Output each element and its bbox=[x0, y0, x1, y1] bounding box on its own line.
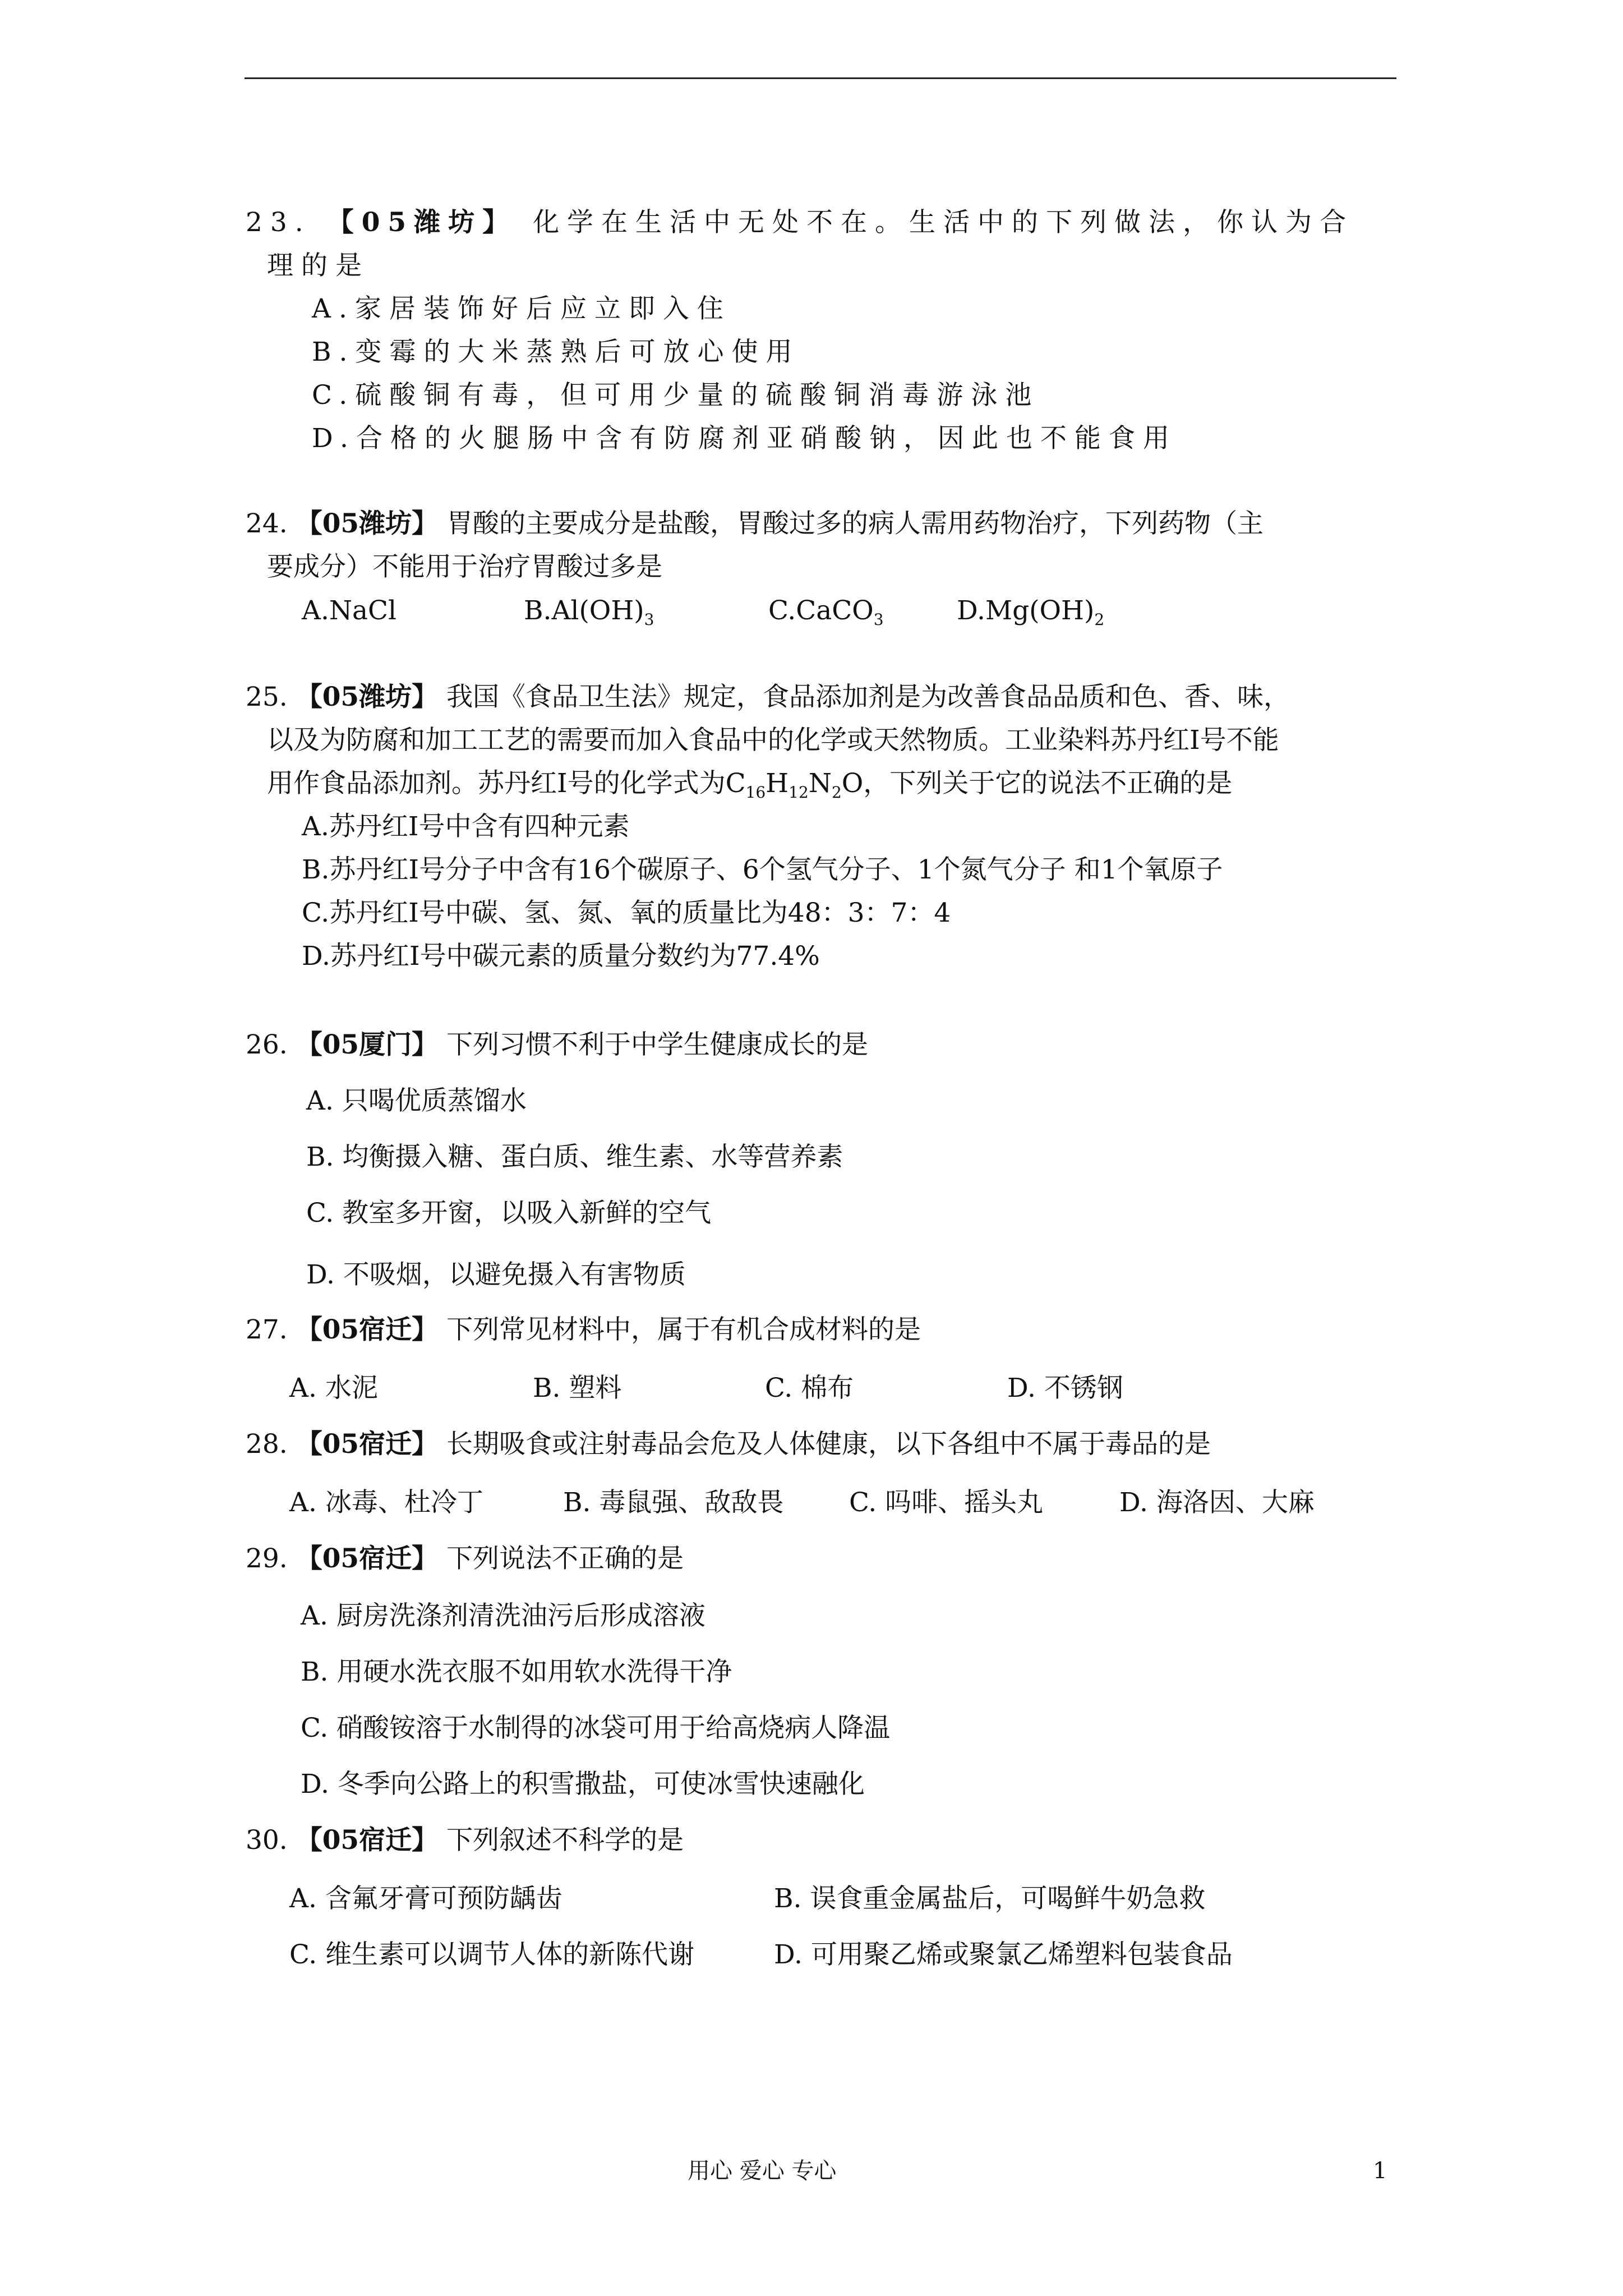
question-28-option-d: D. 海洛因、大麻 bbox=[1119, 1487, 1315, 1518]
formula-letter: N bbox=[808, 768, 832, 799]
question-stem: 化学在生活中无处不在。生活中的下列做法，你认为合 bbox=[533, 207, 1354, 238]
question-25-option-d: D.苏丹红Ⅰ号中碳元素的质量分数约为77.4% bbox=[302, 941, 820, 972]
question-stem: 我国《食品卫生法》规定，食品添加剂是为改善食品品质和色、香、味， bbox=[446, 682, 1290, 712]
subscript: 2 bbox=[1094, 610, 1105, 629]
question-stem: 下列说法不正确的是 bbox=[446, 1543, 684, 1574]
question-30-option-d: D. 可用聚乙烯或聚氯乙烯塑料包装食品 bbox=[774, 1939, 1233, 1970]
question-28-option-a: A. 冰毒、杜冷丁 bbox=[289, 1487, 483, 1518]
question-27-option-c: C. 棉布 bbox=[765, 1373, 854, 1404]
subscript: 3 bbox=[873, 610, 884, 629]
question-stem: 下列常见材料中，属于有机合成材料的是 bbox=[446, 1314, 921, 1345]
question-24-option-c bbox=[768, 589, 884, 632]
question-29-option-c: C. 硝酸铵溶于水制得的冰袋可用于给高烧病人降温 bbox=[301, 1713, 891, 1743]
question-stem: 长期吸食或注射毒品会危及人体健康，以下各组中不属于毒品的是 bbox=[446, 1429, 1211, 1460]
question-24-option-d bbox=[957, 589, 1104, 632]
question-23-option-b: B.变霉的大米蒸熟后可放心使用 bbox=[312, 337, 800, 367]
question-23-option-d: D.合格的火腿肠中含有防腐剂亚硝酸钠，因此也不能食用 bbox=[312, 423, 1177, 454]
question-24-option-a bbox=[302, 589, 396, 632]
question-source-tag: 【05潍坊】 bbox=[327, 207, 517, 238]
formula-letter: H bbox=[766, 768, 789, 799]
question-number: 25. bbox=[246, 682, 288, 712]
question-25-stem-line-2: 以及为防腐和加工工艺的需要而加入食品中的化学或天然物质。工业染料苏丹红Ⅰ号不能 bbox=[267, 725, 1279, 756]
question-25 bbox=[246, 675, 1395, 719]
option-text: D.Mg(OH) bbox=[957, 595, 1095, 626]
stem-text: 用作食品添加剂。苏丹红Ⅰ号的化学式为C bbox=[267, 768, 746, 799]
question-stem: 胃酸的主要成分是盐酸，胃酸过多的病人需用药物治疗，下列药物（主 bbox=[446, 508, 1264, 539]
question-24 bbox=[246, 502, 1395, 545]
question-number: 26. bbox=[246, 1029, 288, 1060]
question-25-option-a: A.苏丹红Ⅰ号中含有四种元素 bbox=[302, 811, 630, 842]
question-27 bbox=[246, 1308, 1395, 1351]
question-27-option-b: B. 塑料 bbox=[533, 1373, 622, 1404]
question-number: 28. bbox=[246, 1429, 288, 1460]
subscript: 2 bbox=[831, 783, 842, 802]
question-30-option-c: C. 维生素可以调节人体的新陈代谢 bbox=[289, 1939, 695, 1970]
question-source-tag: 【05宿迁】 bbox=[296, 1825, 439, 1856]
question-25-option-c: C.苏丹红Ⅰ号中碳、氢、氮、氧的质量比为48：3：7：4 bbox=[302, 898, 951, 928]
question-source-tag: 【05厦门】 bbox=[296, 1029, 439, 1060]
question-27-option-d: D. 不锈钢 bbox=[1007, 1373, 1123, 1404]
question-28-option-b: B. 毒鼠强、敌敌畏 bbox=[563, 1487, 784, 1518]
footer-motto: 用心 爱心 专心 bbox=[688, 2158, 837, 2184]
option-text: B.Al(OH) bbox=[524, 595, 644, 626]
question-26 bbox=[246, 1023, 1395, 1066]
question-28 bbox=[246, 1423, 1395, 1466]
option-text: C.CaCO bbox=[768, 595, 874, 626]
question-28-option-c: C. 吗啡、摇头丸 bbox=[849, 1487, 1044, 1518]
question-25-stem-line-3 bbox=[267, 762, 1232, 805]
question-number: 24. bbox=[246, 508, 288, 539]
question-number: 23. bbox=[246, 207, 311, 238]
question-27-option-a: A. 水泥 bbox=[289, 1373, 378, 1404]
question-29-option-a: A. 厨房洗涤剂清洗油污后形成溶液 bbox=[301, 1600, 706, 1631]
question-number: 27. bbox=[246, 1314, 288, 1345]
question-29 bbox=[246, 1537, 1395, 1580]
question-26-option-b: B. 均衡摄入糖、蛋白质、维生素、水等营养素 bbox=[306, 1142, 843, 1172]
header-rule bbox=[245, 77, 1396, 79]
stem-text: O，下列关于它的说法不正确的是 bbox=[841, 768, 1233, 799]
question-23-stem-continued: 理的是 bbox=[267, 250, 370, 281]
option-text: A.NaCl bbox=[302, 595, 397, 626]
question-24-option-b bbox=[524, 589, 654, 632]
question-number: 29. bbox=[246, 1543, 288, 1574]
question-stem: 下列习惯不利于中学生健康成长的是 bbox=[446, 1029, 869, 1060]
question-30-option-a: A. 含氟牙膏可预防龋齿 bbox=[289, 1883, 562, 1914]
subscript: 16 bbox=[745, 783, 766, 802]
question-29-option-b: B. 用硬水洗衣服不如用软水洗得干净 bbox=[301, 1657, 732, 1687]
subscript: 3 bbox=[644, 610, 654, 629]
page-number: 1 bbox=[1373, 2158, 1387, 2184]
question-26-option-a: A. 只喝优质蒸馏水 bbox=[306, 1085, 527, 1116]
question-30 bbox=[246, 1819, 1395, 1862]
question-24-stem-continued: 要成分）不能用于治疗胃酸过多是 bbox=[267, 551, 662, 582]
question-23-option-a: A.家居装饰好后应立即入住 bbox=[312, 293, 731, 324]
question-23-option-c: C.硫酸铜有毒，但可用少量的硫酸铜消毒游泳池 bbox=[312, 380, 1040, 411]
question-source-tag: 【05宿迁】 bbox=[296, 1314, 439, 1345]
question-source-tag: 【05潍坊】 bbox=[296, 682, 439, 712]
question-source-tag: 【05潍坊】 bbox=[296, 508, 439, 539]
question-source-tag: 【05宿迁】 bbox=[296, 1543, 439, 1574]
question-26-option-d: D. 不吸烟，以避免摄入有害物质 bbox=[306, 1259, 686, 1290]
question-number: 30. bbox=[246, 1825, 288, 1856]
question-30-option-b: B. 误食重金属盐后，可喝鲜牛奶急救 bbox=[774, 1883, 1206, 1914]
question-23 bbox=[246, 201, 1395, 244]
question-source-tag: 【05宿迁】 bbox=[296, 1429, 439, 1460]
question-stem: 下列叙述不科学的是 bbox=[446, 1825, 684, 1856]
question-25-option-b: B.苏丹红Ⅰ号分子中含有16个碳原子、6个氢气分子、1个氮气分子 和1个氧原子 bbox=[302, 854, 1223, 885]
question-29-option-d: D. 冬季向公路上的积雪撒盐，可使冰雪快速融化 bbox=[301, 1769, 865, 1800]
subscript: 12 bbox=[789, 783, 809, 802]
question-26-option-c: C. 教室多开窗，以吸入新鲜的空气 bbox=[306, 1198, 712, 1228]
